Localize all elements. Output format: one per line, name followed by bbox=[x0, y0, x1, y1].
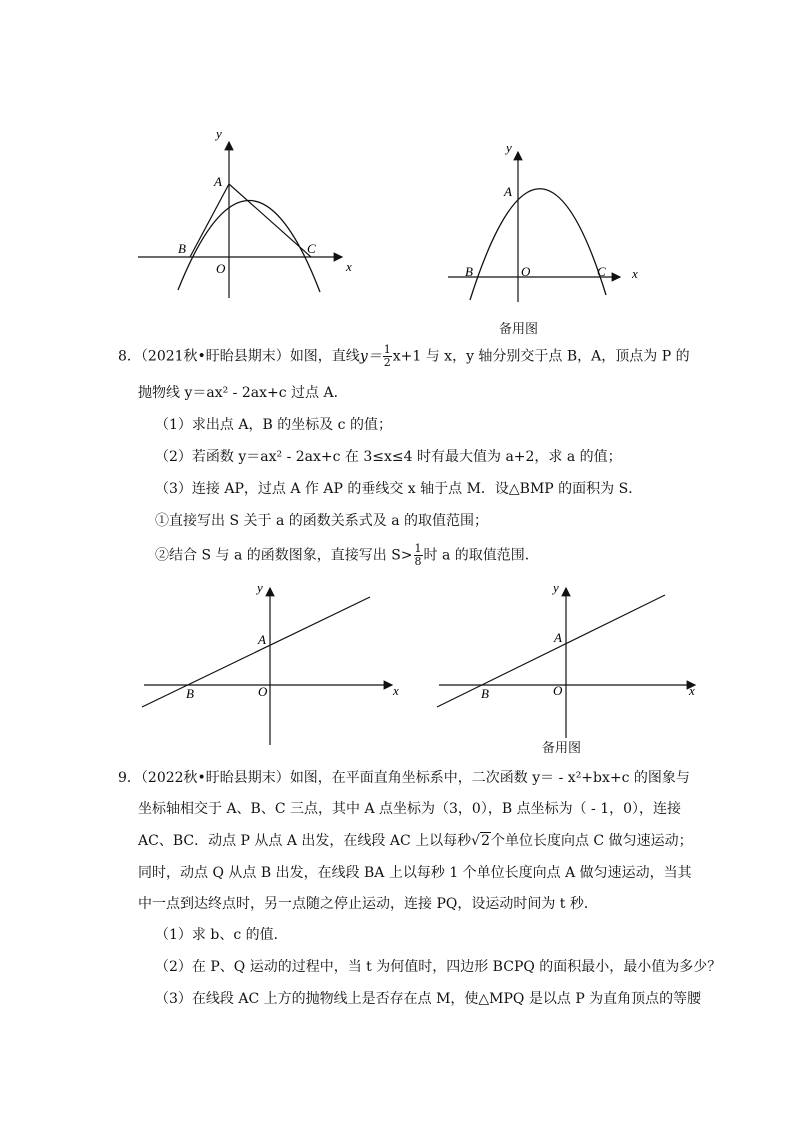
q8-sub1: ①直接写出 S 关于 a 的函数关系式及 a 的取值范围； bbox=[155, 513, 488, 529]
label-b: B bbox=[465, 264, 473, 279]
q9-part2: （2）在 P、Q 运动的过程中，当 t 为何值时，四边形 BCPQ 的面积最小，最小值为多少？ bbox=[155, 959, 722, 975]
q9-line3: AC、BC．动点 P 从点 A 出发，在线段 AC 上以每秒√2个单位长度向点 C 做匀速运动； bbox=[138, 833, 693, 849]
label-a: A bbox=[504, 184, 512, 199]
q9-line2: 坐标轴相交于 A、B、C 三点，其中 A 点坐标为（3，0），B 点坐标为（ - 1，0），连接 bbox=[138, 801, 682, 817]
label-x: x bbox=[346, 259, 352, 274]
q9-part1: （1）求 b、c 的值． bbox=[155, 927, 288, 943]
q8-line1: 8．（2021秋•盱眙县期末）如图，直线y＝ $\frac{1}{2}$ x+1 与 x，y 轴分别交于点 B，A，顶点为 P 的 bbox=[118, 343, 690, 369]
q8-part3: （3）连接 AP，过点 A 作 AP 的垂线交 x 轴于点 M．设△BMP 的面积为 S． bbox=[155, 481, 643, 497]
q8-part1: （1）求出点 A，B 的坐标及 c 的值； bbox=[155, 417, 392, 433]
q8-sub2: ②结合 S 与 a 的函数图象，直接写出 S> $\frac{1}{8}$ 时 a 的取值范围． bbox=[155, 542, 539, 568]
label-o: O bbox=[216, 261, 226, 276]
label-a: A bbox=[554, 630, 562, 645]
label-x: x bbox=[393, 683, 399, 698]
label-c: C bbox=[597, 264, 606, 279]
label-b: B bbox=[186, 686, 194, 701]
figure-caption: 备用图 bbox=[499, 322, 539, 337]
line-ab bbox=[142, 597, 370, 707]
label-o: O bbox=[258, 684, 268, 699]
parabola-curve bbox=[470, 189, 606, 300]
label-x: x bbox=[689, 683, 695, 698]
label-o: O bbox=[521, 264, 531, 279]
figure-parabola-backup bbox=[440, 140, 660, 310]
label-y: y bbox=[216, 126, 222, 141]
label-c: C bbox=[307, 241, 316, 256]
label-x: x bbox=[632, 266, 638, 281]
q9-line1: 9．（2022秋•盱眙县期末）如图，在平面直角坐标系中，二次函数 y＝ - x²+bx+c 的图象与 bbox=[118, 770, 690, 786]
q9-line5: 中一点到达终点时，另一点随之停止运动，连接 PQ，设运动时间为 t 秒． bbox=[138, 896, 598, 912]
label-a: A bbox=[214, 174, 222, 189]
label-a: A bbox=[258, 632, 266, 647]
figure-caption: 备用图 bbox=[542, 741, 582, 756]
q8-line2: 抛物线 y＝ax² - 2ax+c 过点 A． bbox=[138, 385, 348, 401]
label-b: B bbox=[481, 686, 489, 701]
q8-part2: （2）若函数 y＝ax² - 2ax+c 在 3≤x≤4 时有最大值为 a+2，求 a 的值； bbox=[155, 449, 622, 465]
figure-line-graph bbox=[140, 580, 410, 750]
label-y: y bbox=[506, 140, 512, 155]
q9-part3: （3）在线段 AC 上方的抛物线上是否存在点 M，使△MPQ 是以点 P 为直角顶点的等腰 bbox=[155, 991, 702, 1007]
triangle-abc bbox=[190, 184, 311, 257]
figure-line-graph-backup bbox=[435, 580, 705, 750]
label-y: y bbox=[553, 580, 559, 595]
label-y: y bbox=[257, 580, 263, 595]
line-ab bbox=[437, 595, 665, 707]
label-b: B bbox=[178, 241, 186, 256]
label-o: O bbox=[553, 683, 563, 698]
figure-parabola-triangle bbox=[130, 120, 370, 300]
q9-line4: 同时，动点 Q 从点 B 出发，在线段 BA 上以每秒 1 个单位长度向点 A 做匀速运动，当其 bbox=[138, 865, 692, 881]
